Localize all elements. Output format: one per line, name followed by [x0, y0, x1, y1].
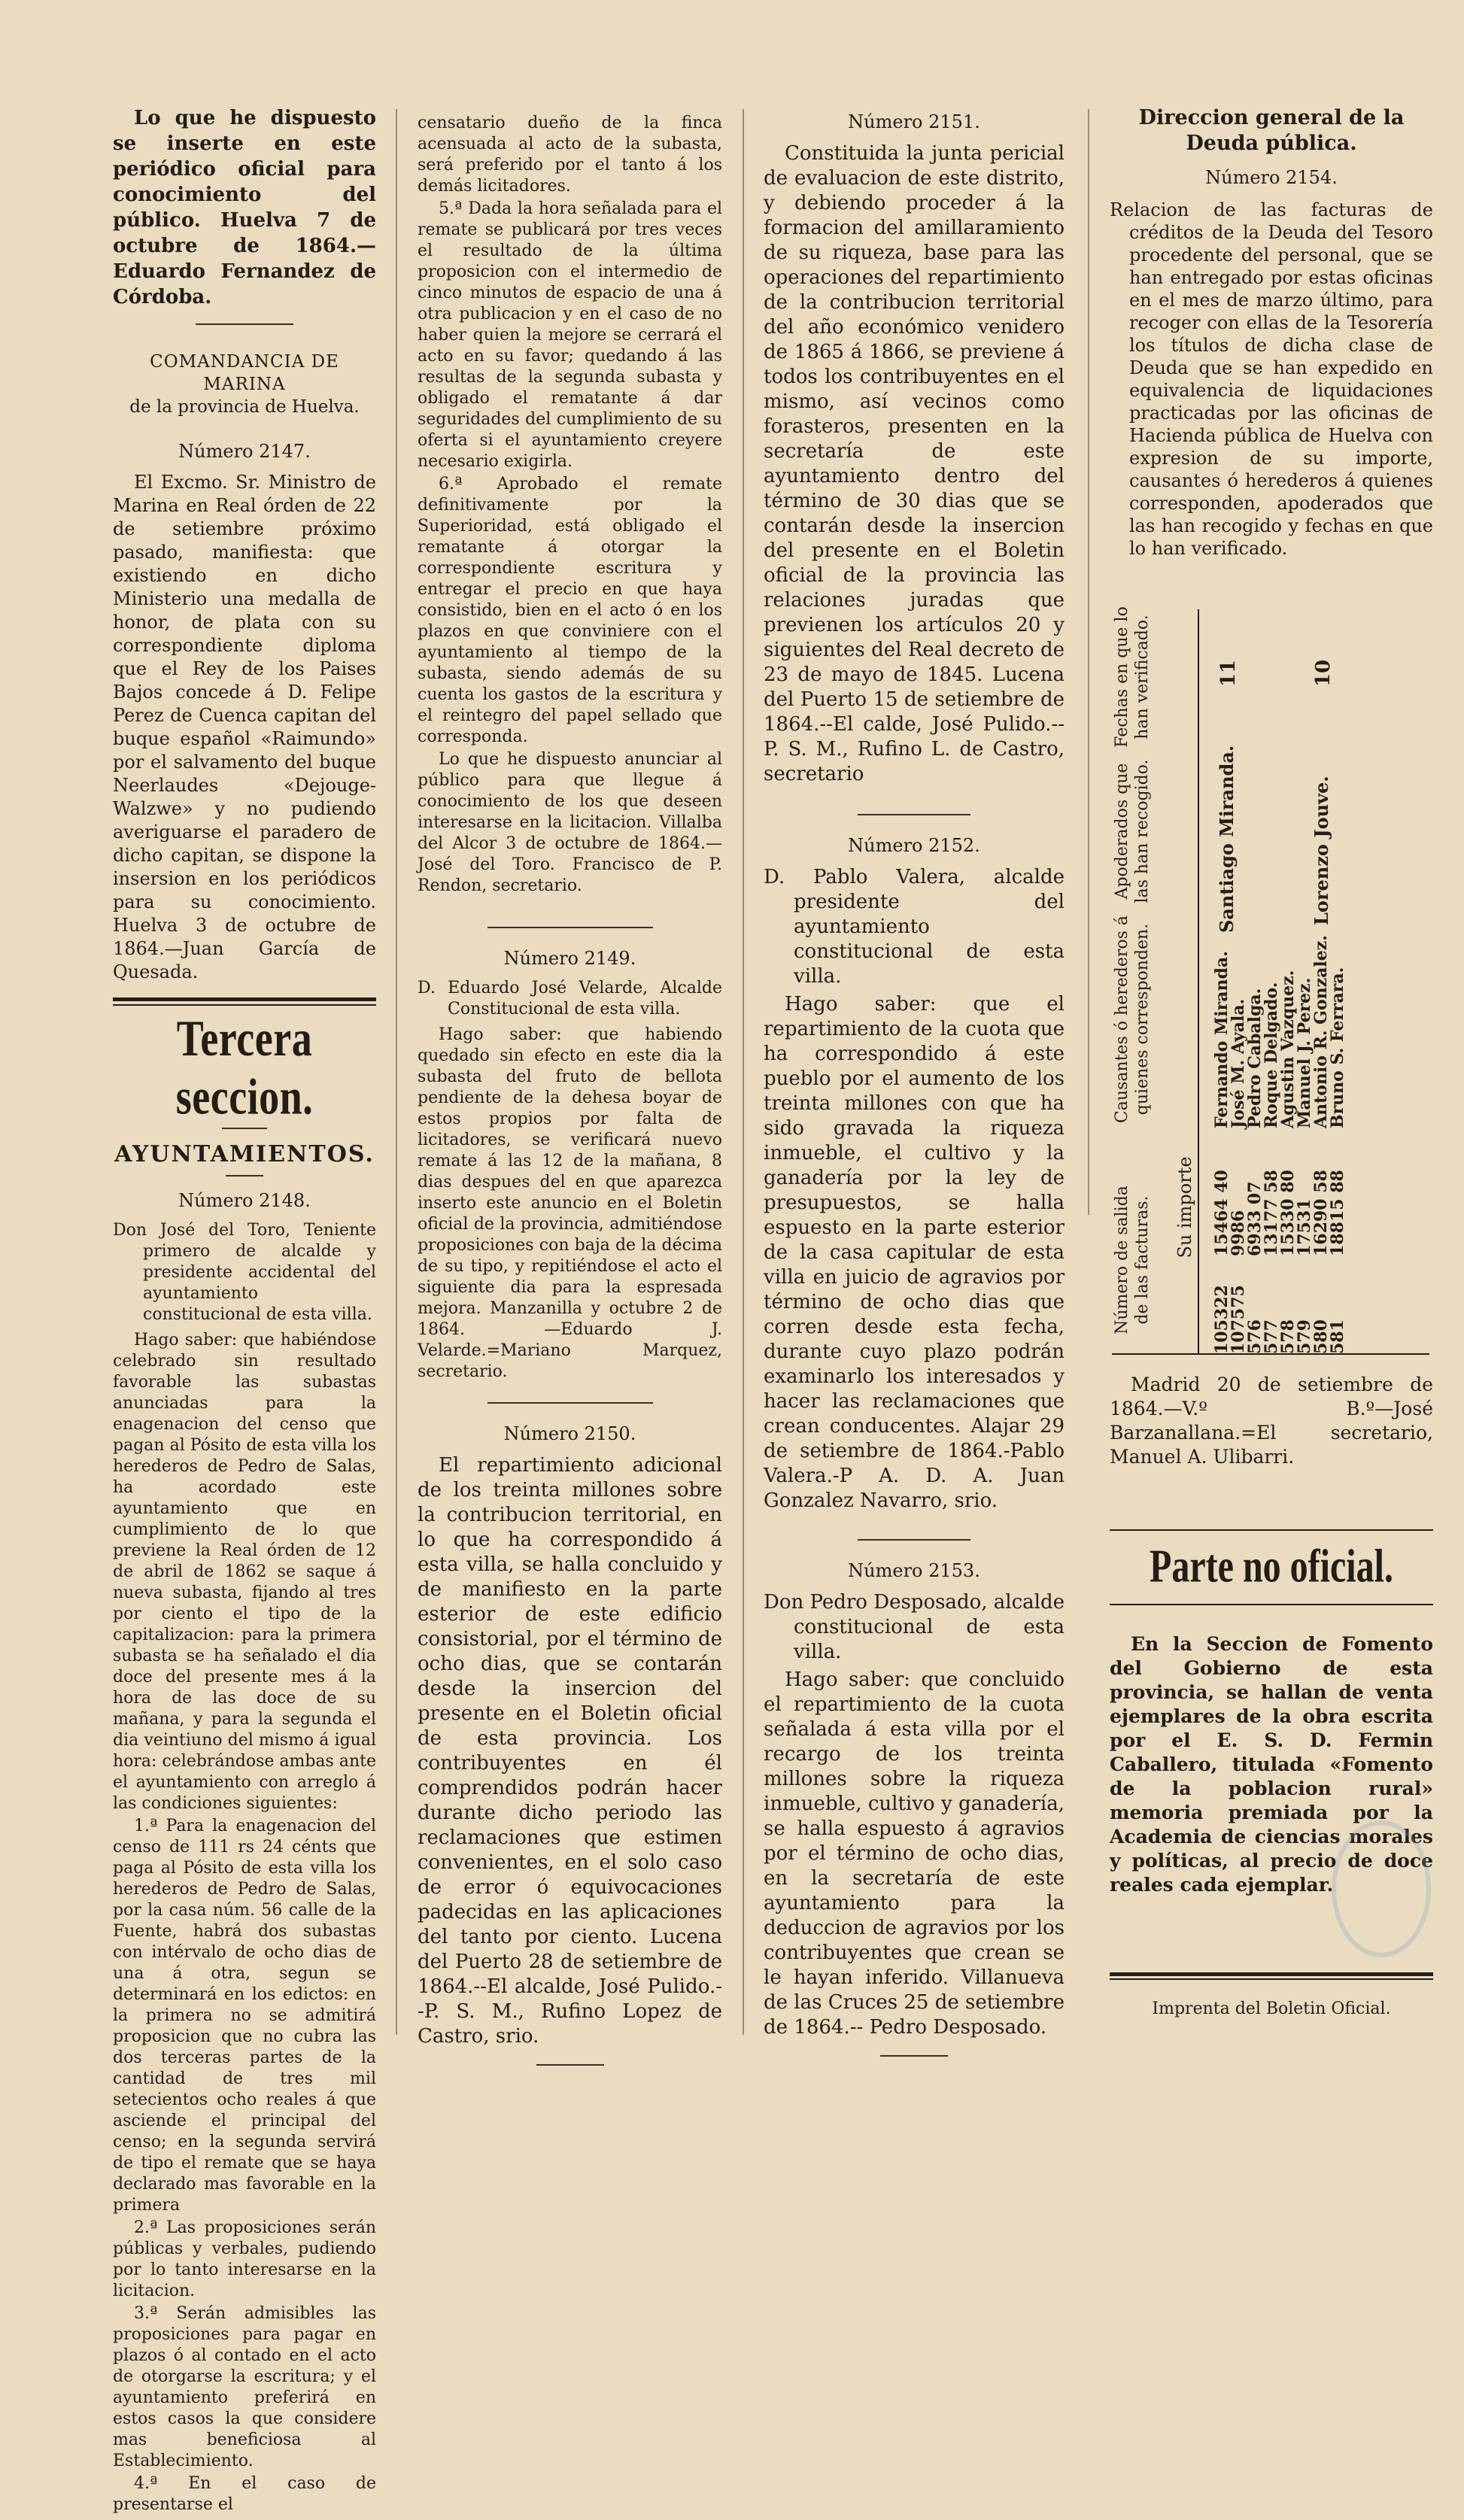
- condition-5: 5.ª Dada la hora señalada para el remate se publicará por tres veces el resultado de la última proposicion con el intermedio de cinco minutos de espacio de una á otra publicacion y en el caso de no haber quien la mejore se cerrará el acto en su favor; quedando á las resultas de la segunda subasta y obligado el rematante á dar seguridades del cumplimiento de su oferta si el ayuntamiento creyere necesario exigirla.: [418, 199, 722, 471]
- header-causantes-text: Causantes ó herederos á quienes corresponden.: [1113, 915, 1152, 1124]
- library-stamp: [1332, 1820, 1431, 1957]
- column-2: [418, 113, 722, 2085]
- notice-number: Número 2151.: [848, 111, 980, 132]
- condition-3: 3.ª Serán admisibles las proposiciones para pagar en plazos ó al contado en el acto de otorgarse la escritura; y el ayuntamiento preferirá en estos casos la que considere mas beneficiosa al Establecimiento.: [113, 2304, 376, 2470]
- subsection-title: AYUNTAMIENTOS.: [114, 1141, 375, 1167]
- condition-6: 6.ª Aprobado el remate definitivamente por la Superioridad, está obligado el rematante á otorgar la correspondiente escritura y entregar el precio en que haya consistido, bien en el acto ó en los plazos en que conviniere con el ayuntamiento al tiempo de la subasta, siendo además de su cuenta los gastos de la escritura y el reintegro del papel sellado que corresponda.: [418, 475, 722, 746]
- header-apoderados-text: Apoderados que las han recogido.: [1113, 759, 1152, 903]
- divider: [226, 1175, 263, 1177]
- cell-causante-text: Agustin Vazquez.: [1278, 970, 1298, 1128]
- notice-body: Hago saber: que habiéndose celebrado sin resultado favorable las subastas anunciadas para la enagenacion del censo que pagan al Pósito de esta villa los herederos de Pedro de Salas, ha acordado este ayuntamiento que en cumplimiento de lo que previene la Real órden de 12 de abril de 1862 se saque á nueva subasta, fijando al tres por ciento el tipo de la capitalizacion: para la primera subasta se ha señalado el dia doce del presente mes á la hora de las doce de su mañana, y para la segunda el dia veintiuno del mismo á igual hora: celebrándose ambas ante el ayuntamiento con arreglo á las condiciones siguientes:: [113, 1331, 376, 1813]
- notice-number: Número 2150.: [503, 1423, 636, 1444]
- rule: [1110, 1529, 1433, 1531]
- notice-intro: Don José del Toro, Teniente primero de alcalde y presidente accidental del ayuntamiento constitucional de esta villa.: [113, 1221, 376, 1324]
- notice-body: Constituida la junta pericial de evaluacion de este distrito, y debiendo proceder á la formacion del amillaramiento de su riqueza, base para las operaciones del repartimiento de la contribucion territorial del año económico venidero de 1865 á 1866, se previene á todos los contribuyentes en el mismo, así vecinos como forasteros, presenten en la secretaría de este ayuntamiento dentro del término de 30 dias que se contarán desde la insercion del presente en el Boletin oficial de la provincia las relaciones juradas que previenen los artículos 20 y siguientes del Real decreto de 23 de mayo de 1845. Lucena del Puerto 15 de setiembre de 1864.--El calde, José Pulido.--P. S. M., Rufino L. de Castro, secretario: [764, 142, 1065, 785]
- condition-4: 4.ª En el caso de presentarse el: [113, 2474, 376, 2514]
- divider: [858, 1539, 970, 1541]
- cell-importe: [1329, 1166, 1347, 1256]
- notice-number: Número 2147.: [178, 441, 311, 462]
- header-causantes: [1112, 914, 1165, 1125]
- venta-aviso: En la Seccion de Fomento del Gobierno de esta provincia, se hallan de venta ejemplares de la obra escrita por el E. S. D. Fermin Caballero, titulada «Fomento de la poblacion rural» memoria premiada por la Academia de ciencias morales y políticas, al precio de doce reales cada ejemplar.: [1110, 1633, 1433, 1896]
- notice-body: Hago saber: que habiendo quedado sin efecto en este dia la subasta del fruto de bellota pendiente de la dehesa boyar de estos propios por falta de licitadores, se verificará nuevo remate á las 12 de la mañana, 8 dias despues del en que aparezca inserto este anuncio en el Boletin oficial de la provincia, admitiéndose proposiciones con baja de la décima de su tipo, y repitiéndose el acto el siguiente dia para la espresada mejora. Manzanilla y octubre 2 de 1864. —Eduardo J. Velarde.=Mariano Marquez, secretario.: [418, 1025, 722, 1381]
- notice-number: Número 2149.: [503, 948, 636, 969]
- double-rule: [1110, 1972, 1433, 1976]
- cell-importe-text: 16290 58: [1311, 1170, 1331, 1256]
- notice-number: Número 2154.: [1205, 167, 1338, 188]
- notice-intro: Don Pedro Desposado, alcalde constitucional de esta villa.: [764, 1591, 1065, 1663]
- notice-intro: D. Pablo Valera, alcalde presidente del ayuntamiento constitucional de esta villa.: [764, 866, 1065, 988]
- apoderado-1-text: Santiago Miranda.: [1216, 745, 1238, 933]
- notice-intro: D. Eduardo José Velarde, Alcalde Constitucional de esta villa.: [418, 979, 722, 1019]
- section-title: Tercera seccion.: [175, 1010, 314, 1125]
- imprenta-line: Imprenta del Boletin Oficial.: [1152, 1999, 1391, 2018]
- cell-importe-text: 15464 40: [1212, 1170, 1232, 1256]
- parte-no-oficial-title: Parte no oficial.: [1150, 1541, 1393, 1592]
- cell-importe-text: 15330 80: [1278, 1170, 1298, 1256]
- condition-2: 2.ª Las proposiciones serán públicas y verbales, pudiendo por lo tanto interesarse en la licitacion.: [113, 2218, 376, 2300]
- cell-importe-text: 13177 58: [1262, 1170, 1281, 1256]
- cell-causante-text: José M. Ayala.: [1229, 998, 1248, 1128]
- column-divider: [396, 109, 397, 2035]
- cell-factura-text: 579: [1295, 1319, 1314, 1354]
- intro-paragraph: Lo que he dispuesto se inserte en este periódico oficial para conocimiento del público. Huelva 7 de octubre de 1864.—Eduardo Fernandez de Córdoba.: [113, 107, 376, 308]
- header-number-text: Número de salida de las facturas.: [1113, 1186, 1152, 1334]
- rule: [1110, 1604, 1433, 1605]
- office-heading: Direccion general de la Deuda pública.: [1138, 106, 1405, 155]
- cell-factura-text: 578: [1278, 1319, 1298, 1354]
- table-closing: Madrid 20 de setiembre de 1864.—V.º B.º—José Barzanallana.=El secretario, Manuel A. Ulibarri.: [1110, 1374, 1433, 1468]
- cell-importe-text: 18815 88: [1328, 1170, 1347, 1256]
- cell-factura-text: 576: [1245, 1319, 1265, 1354]
- double-rule-thin: [113, 1004, 376, 1006]
- notice-closing: Lo que he dispuesto anunciar al público para que llegue á conocimiento de los que deseen interesarse en la licitacion. Villalba del Alcor 3 de octubre de 1864.—José del Toro. Francisco de P. Rendon, secretario.: [418, 750, 722, 895]
- table-rule: [1198, 903, 1199, 940]
- header-importe-text: Su importe: [1174, 1156, 1195, 1258]
- notice-body: El Excmo. Sr. Ministro de Marina en Real órden de 22 de setiembre próximo pasado, manifiesta: que existiendo en dicho Ministerio una medalla de honor, de plata con su correspondiente diploma que el Rey de los Paises Bajos concede á D. Felipe Perez de Cuenca capitan del buque español «Raimundo» por el salvamento del buque Neerlaudes «Dejouge-Walzwe» y no pudiendo averiguarse el paradero de dicho capitan, se dispone la insersion en los periódicos para su conocimiento. Huelva 3 de octubre de 1864.—Juan García de Quesada.: [113, 472, 376, 982]
- divider: [487, 1402, 653, 1404]
- header-apoderados: [1112, 752, 1165, 910]
- fecha-2-text: 10: [1312, 659, 1335, 688]
- column-3: [764, 105, 1065, 2076]
- cell-causante: [1329, 955, 1347, 1128]
- divider: [858, 814, 970, 815]
- fecha-1: [1216, 654, 1241, 692]
- notice-body: El repartimiento adicional de los treinta millones sobre la contribucion territorial, en lo que ha correspondido á esta villa, se halla concluido y de manifiesto en la parte esterior de este edificio consistorial, por el término de ocho dias, que se contarán desde la insercion del presente en el Boletin oficial de esta provincia. Los contribuyentes en él comprendidos podrán hacer durante dicho periodo las reclamaciones que estimen convenientes, en el solo caso de error ó equivocaciones padecidas en las aplicaciones del tanto por ciento. Lucena del Puerto 28 de setiembre de 1864.--El alcalde, José Pulido.--P. S. M., Rufino Lopez de Castro, srio.: [418, 1454, 722, 2048]
- notice-body: Hago saber: que el repartimiento de la cuota que ha correspondido á este pueblo por el aumento de los treinta millones con que ha sido gravada la riqueza inmueble, el cultivo y la ganadería por la ley de presupuestos, se halla espuesto en la parte esterior de la casa capitular de esta villa en juicio de agravios por término de ocho dias que corren desde esta fecha, durante cuyo plazo podrán examinarlo los interesados y hacer las reclamaciones que crean conducentes. Alajar 29 de setiembre de 1864.-Pablo Valera.-P A. D. A. Juan Gonzalez Navarro, srio.: [764, 993, 1065, 1512]
- cell-factura-text: 581: [1328, 1319, 1347, 1354]
- cell-factura-text: 105322: [1212, 1285, 1232, 1354]
- header-importe: [1174, 1151, 1196, 1264]
- double-rule-thin: [1110, 1978, 1433, 1980]
- relacion-text: Relacion de las facturas de créditos de la Deuda del Tesoro procedente del personal, que se han entregado por estas oficinas en el mes de marzo último, para recoger con ellas de la Tesorería los títulos de dicha clase de Deuda que se han expedido en equivalencia de liquidaciones practicadas por las oficinas de Hacienda pública de Huelva con expresion de su importe, causantes ó herederos á quienes corresponden, apoderados que las han recogido y fechas en que lo han verificado.: [1110, 199, 1433, 559]
- cell-causante-text: Fernando Miranda.: [1212, 951, 1232, 1128]
- column-4: [1110, 105, 1433, 564]
- apoderado-1: [1214, 745, 1240, 933]
- notice-number: Número 2148.: [178, 1190, 311, 1211]
- condition-1: 1.ª Para la enagenacion del censo de 111 rs 24 cénts que paga al Pósito de esta villa los herederos de Pedro de Salas, por la casa núm. 56 calle de la Fuente, habrá dos subastas con intérvalo de ocho dias de una á otra, segun se determinará en los edictos: en la primera no se admitirá proposicion que no cubra las dos terceras partes de la cantidad de tres mil setecientos ocho reales á que asciende el principal del censo; en la segunda servirá de tipo el remate que se haya declarado mas favorable en la primera: [113, 1817, 376, 2215]
- header-number: [1112, 1173, 1157, 1347]
- cell-causante-text: Roque Delgado.: [1262, 982, 1281, 1128]
- divider: [536, 2064, 604, 2066]
- apoderado-2: [1309, 776, 1335, 925]
- cell-importe-text: 17531: [1295, 1198, 1314, 1256]
- section-subheading: de la provincia de Huelva.: [129, 397, 360, 417]
- header-fechas-text: Fechas en que lo han verificado.: [1113, 606, 1152, 748]
- section-heading: COMANDANCIA DE MARINA: [150, 352, 339, 394]
- column-divider: [1088, 109, 1089, 1215]
- cell-causante-text: Bruno S. Ferrara.: [1328, 967, 1347, 1128]
- cell-factura-text: 580: [1311, 1319, 1331, 1354]
- cell-importe-text: 9986: [1229, 1210, 1248, 1256]
- notice-body: Hago saber: que concluido el repartimiento de la cuota señalada á esta villa por el recargo de los treinta millones sobre la riqueza inmueble, cultivo y ganadería, se halla espuesto á agravios por el término de ocho dias, en la secretaría de este ayuntamiento para la deduccion de agravios por los contribuyentes que crean se le hayan inferido. Villanueva de las Cruces 25 de setiembre de 1864.-- Pedro Desposado.: [764, 1668, 1065, 2039]
- divider: [487, 927, 653, 928]
- cell-causante-text: Manuel J. Perez.: [1295, 977, 1314, 1128]
- fecha-1-text: 11: [1217, 659, 1240, 688]
- notice-number: Número 2153.: [848, 1560, 980, 1581]
- divider: [222, 1128, 267, 1129]
- cell-factura: [1329, 1279, 1347, 1354]
- column-1: [113, 105, 376, 2520]
- apoderado-2-text: Lorenzo Jouve.: [1311, 776, 1332, 925]
- cell-factura-text: 577: [1262, 1319, 1281, 1354]
- cell-causante-text: Antonio R. Gonzalez.: [1311, 935, 1331, 1128]
- notice-number: Número 2152.: [848, 835, 980, 856]
- cell-factura-text: 107575: [1229, 1285, 1248, 1354]
- column-divider: [743, 109, 744, 2035]
- divider: [880, 2055, 948, 2057]
- fecha-2: [1311, 654, 1336, 692]
- double-rule: [113, 997, 376, 1001]
- condition-continued: censatario dueño de la finca acensuada al acto de la subasta, será preferido por el tanto á los demás licitadores.: [418, 114, 722, 196]
- cell-importe-text: 6933 07: [1245, 1181, 1265, 1256]
- divider: [196, 323, 293, 325]
- cell-causante-text: Pedro Cabalga.: [1245, 988, 1265, 1128]
- table-rule: [1198, 609, 1199, 1354]
- header-fechas: [1112, 606, 1180, 748]
